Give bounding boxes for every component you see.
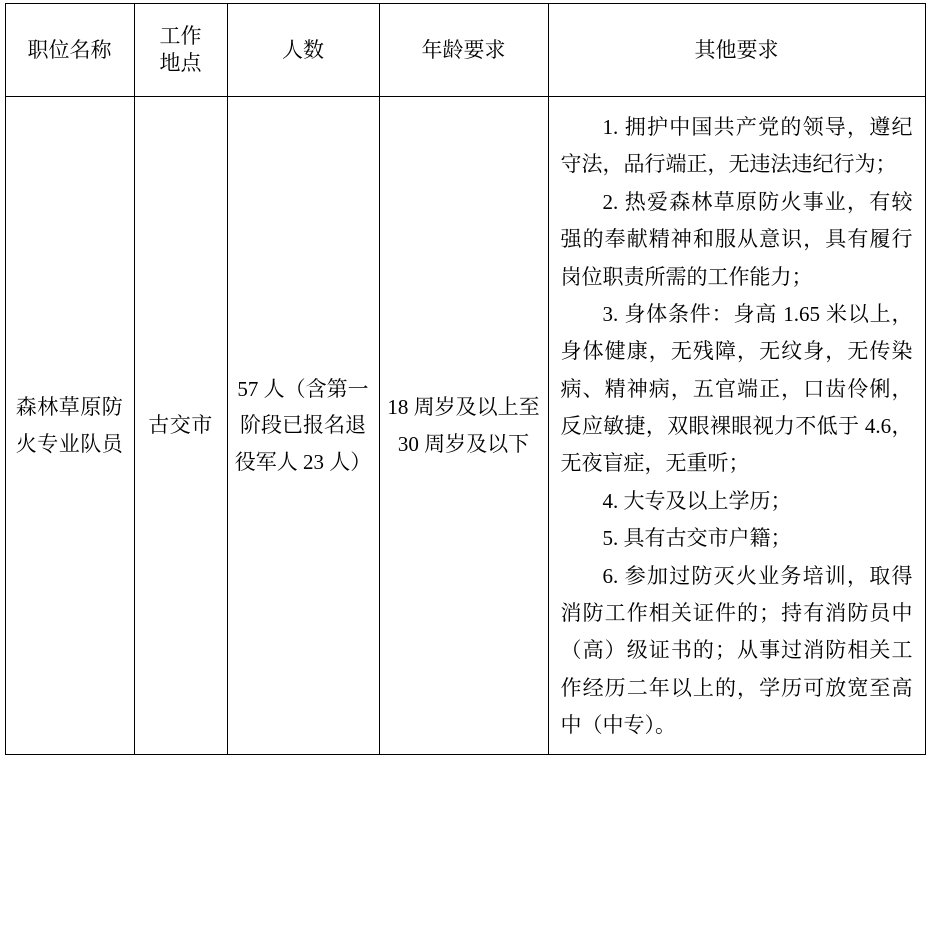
other-requirement-item: 6. 参加过防灭火业务培训，取得消防工作相关证件的；持有消防员中（高）级证书的；从事过消防相关工作经历二年以上的，学历可放宽至高中（中专）。 <box>560 563 913 737</box>
cell-other-requirements <box>548 97 925 755</box>
column-header-position-name-label: 职位名称 <box>27 37 112 62</box>
cell-work-place-text: 古交市 <box>148 413 213 438</box>
cell-position-name <box>5 97 134 755</box>
column-header-other-requirements <box>548 4 925 97</box>
cell-work-place <box>134 97 227 755</box>
column-header-head-count <box>227 4 379 97</box>
column-header-other-requirements-label: 其他要求 <box>694 37 779 62</box>
cell-head-count-text: 57 人（含第一阶段已报名退役军人 23 人） <box>234 376 372 475</box>
recruitment-table <box>5 3 926 755</box>
table-header-row <box>5 4 925 97</box>
table-body <box>5 97 925 755</box>
column-header-position-name <box>5 4 134 97</box>
table-header <box>5 4 925 97</box>
cell-age-requirement <box>379 97 548 755</box>
other-requirements-list <box>549 97 925 754</box>
column-header-age-requirement-label: 年龄要求 <box>421 37 506 62</box>
other-requirement-item: 3. 身体条件：身高 1.65 米以上，身体健康，无残障，无纹身，无传染病、精神病，五官端正，口齿伶俐，反应敏捷，双眼裸眼视力不低于 4.6，无夜盲症，无重听； <box>560 301 913 476</box>
other-requirement-item: 5. 具有古交市户籍； <box>602 526 792 551</box>
cell-age-requirement-text: 18 周岁及以上至 30 周岁及以下 <box>387 394 540 456</box>
column-header-head-count-label: 人数 <box>282 37 324 62</box>
other-requirement-item: 2. 热爱森林草原防火事业，有较强的奉献精神和服从意识，具有履行岗位职责所需的工作能力； <box>560 189 913 289</box>
table-row <box>5 97 925 755</box>
cell-position-name-text: 森林草原防火专业队员 <box>15 394 124 456</box>
other-requirement-item: 1. 拥护中国共产党的领导，遵纪守法，品行端正，无违法违纪行为； <box>560 115 913 177</box>
column-header-age-requirement <box>379 4 548 97</box>
column-header-work-place-label-line2: 地点 <box>159 51 202 75</box>
other-requirement-item: 4. 大专及以上学历； <box>602 488 792 513</box>
cell-head-count <box>227 97 379 755</box>
column-header-work-place-label-line1: 工作 <box>159 23 202 48</box>
column-header-work-place <box>134 4 227 97</box>
